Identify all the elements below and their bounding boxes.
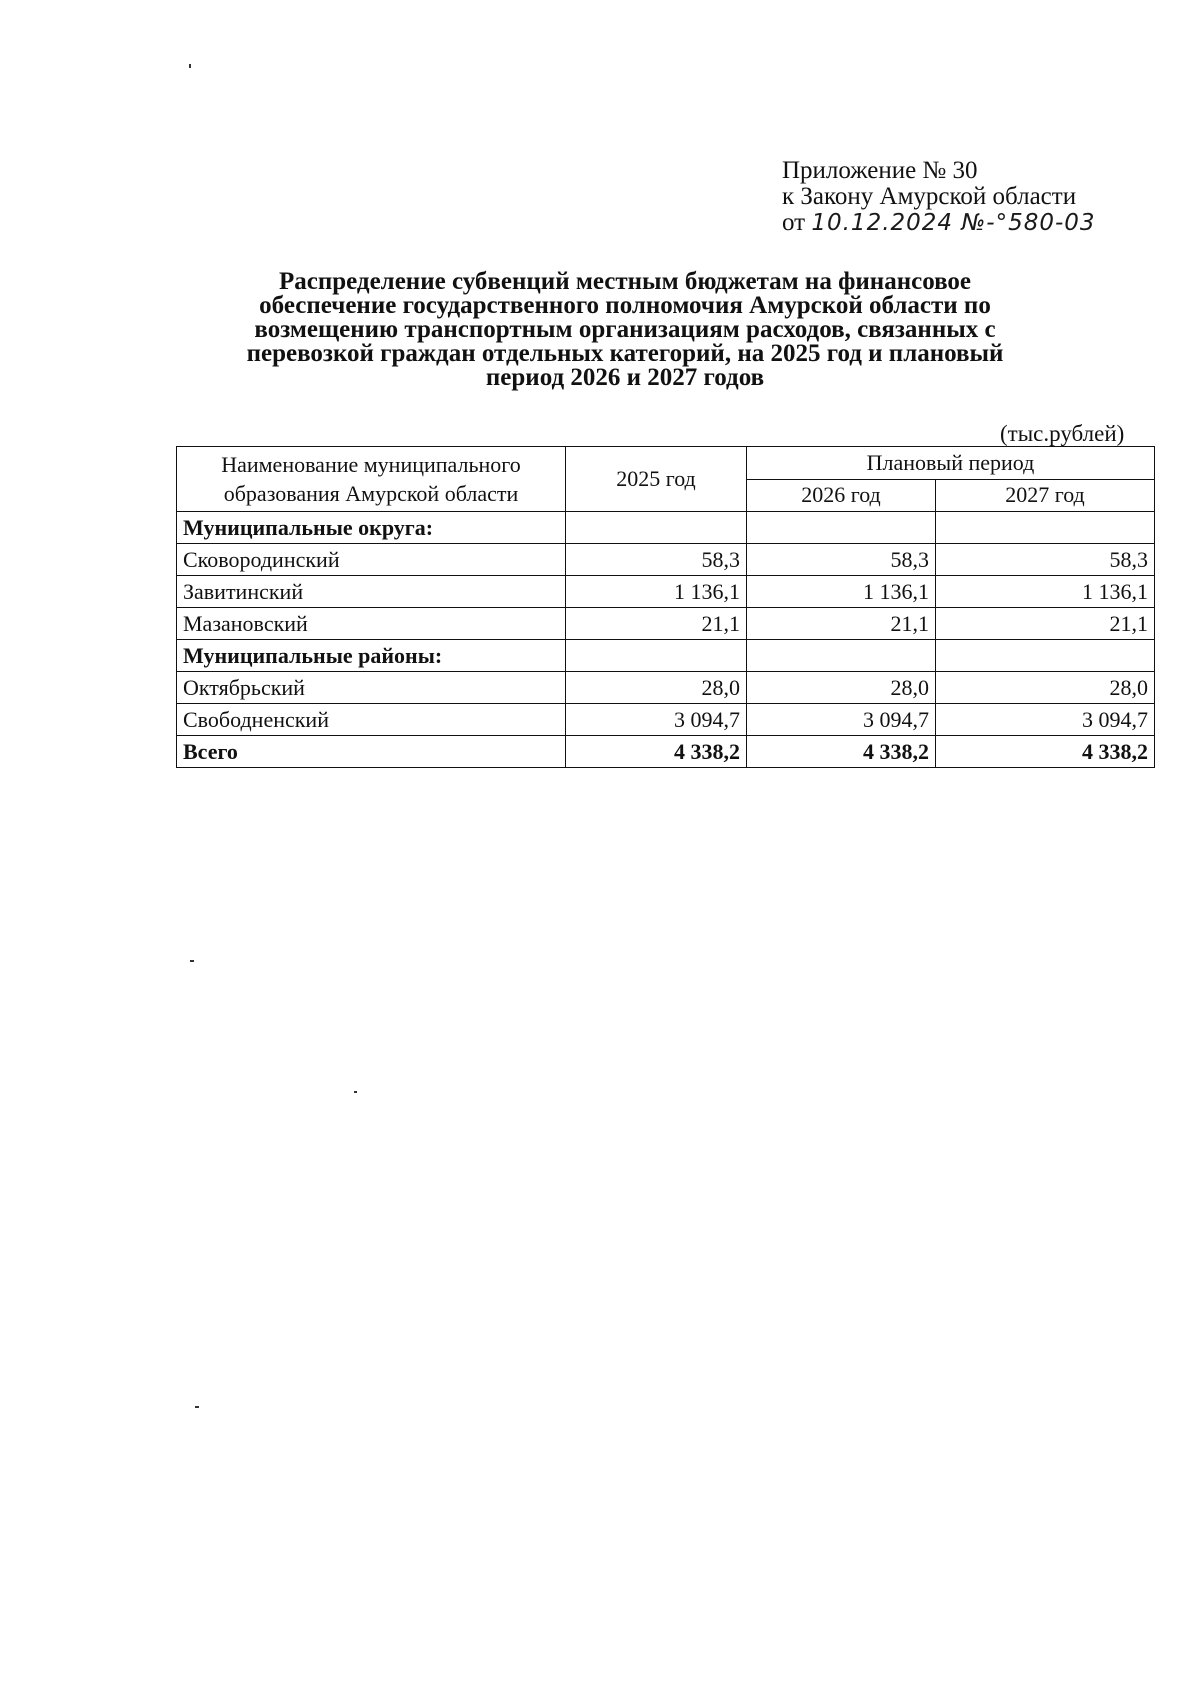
- table-row: [177, 608, 1155, 640]
- row-name: Всего: [177, 736, 566, 768]
- total-2025: 4 338,2: [566, 736, 747, 768]
- document-title: [160, 270, 1090, 390]
- value-2025: [566, 512, 747, 544]
- value-2025: 21,1: [566, 608, 747, 640]
- table-row: [177, 704, 1155, 736]
- title-line: возмещению транспортным организациям расходов, связанных с: [254, 316, 996, 343]
- row-name: Муниципальные округа:: [177, 512, 566, 544]
- row-name: Октябрьский: [177, 672, 566, 704]
- title-line: перевозкой граждан отдельных категорий, на 2025 год и плановый: [246, 340, 1004, 367]
- scan-speck: [195, 1406, 199, 1408]
- appendix-date-line: [782, 210, 1096, 236]
- value-2025: 3 094,7: [566, 704, 747, 736]
- value-2026: [747, 512, 936, 544]
- value-2026: 58,3: [747, 544, 936, 576]
- header-planned-period: Плановый период: [747, 447, 1155, 480]
- header-2026: 2026 год: [747, 479, 936, 512]
- value-2027: 3 094,7: [936, 704, 1155, 736]
- header-municipality-name: [177, 447, 566, 512]
- value-2026: 1 136,1: [747, 576, 936, 608]
- appendix-law-reference: к Закону Амурской области: [782, 183, 1077, 210]
- table-section-row: [177, 640, 1155, 672]
- date-prefix: от: [782, 209, 806, 236]
- total-2026: 4 338,2: [747, 736, 936, 768]
- handwritten-date-number: 10.12.2024 №-°580-03: [811, 210, 1096, 236]
- value-2025: 28,0: [566, 672, 747, 704]
- value-2027: 58,3: [936, 544, 1155, 576]
- value-2026: [747, 640, 936, 672]
- value-2026: 3 094,7: [747, 704, 936, 736]
- title-line: Распределение субвенций местным бюджетам на финансовое: [278, 268, 972, 295]
- value-2027: [936, 512, 1155, 544]
- table-section-row: [177, 512, 1155, 544]
- header-name-line: Наименование муниципального: [221, 452, 521, 477]
- value-2026: 28,0: [747, 672, 936, 704]
- appendix-reference: [782, 158, 1096, 236]
- header-2027: 2027 год: [936, 479, 1155, 512]
- value-2027: 21,1: [936, 608, 1155, 640]
- table-row: [177, 576, 1155, 608]
- row-name: Завитинский: [177, 576, 566, 608]
- row-name: Сковородинский: [177, 544, 566, 576]
- scan-speck: [190, 960, 194, 962]
- scan-speck: [354, 1091, 357, 1093]
- value-2025: 58,3: [566, 544, 747, 576]
- table-header-row: [177, 447, 1155, 480]
- value-2027: 28,0: [936, 672, 1155, 704]
- subvention-table: [176, 446, 1155, 768]
- scan-speck: [189, 64, 191, 68]
- value-2025: 1 136,1: [566, 576, 747, 608]
- appendix-number: Приложение № 30: [782, 157, 978, 184]
- table-total-row: [177, 736, 1155, 768]
- row-name: Муниципальные районы:: [177, 640, 566, 672]
- header-2025: 2025 год: [566, 447, 747, 512]
- header-name-line: образования Амурской области: [223, 481, 519, 506]
- row-name: Свободненский: [177, 704, 566, 736]
- value-2026: 21,1: [747, 608, 936, 640]
- value-2027: 1 136,1: [936, 576, 1155, 608]
- units-label: (тыс.рублей): [1000, 421, 1125, 446]
- value-2027: [936, 640, 1155, 672]
- table-row: [177, 544, 1155, 576]
- value-2025: [566, 640, 747, 672]
- table-row: [177, 672, 1155, 704]
- title-line: период 2026 и 2027 годов: [485, 364, 765, 391]
- total-2027: 4 338,2: [936, 736, 1155, 768]
- title-line: обеспечение государственного полномочия Амурской области по: [259, 292, 991, 319]
- row-name: Мазановский: [177, 608, 566, 640]
